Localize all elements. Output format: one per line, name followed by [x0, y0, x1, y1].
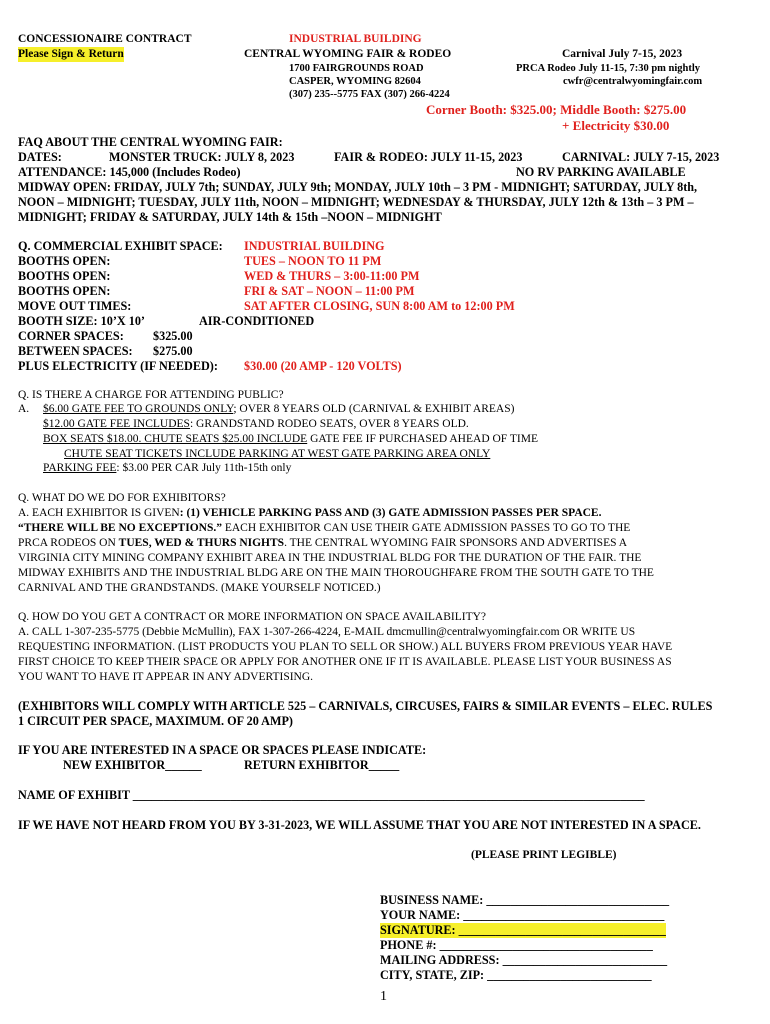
carnival-dates: Carnival July 7-15, 2023: [562, 48, 683, 60]
exhibit-space-answer: INDUSTRIAL BUILDING: [244, 239, 385, 253]
parking-fee-line: [43, 461, 291, 476]
your-name-field[interactable]: YOUR NAME: _________________________________: [380, 908, 665, 922]
charge-question: Q. IS THERE A CHARGE FOR ATTENDING PUBLIC?: [18, 389, 284, 401]
fair-rodeo-date: FAIR & RODEO: JULY 11-15, 2023: [334, 150, 523, 164]
exhibitors-question: Q. WHAT DO WE DO FOR EXHIBITORS?: [18, 492, 226, 504]
dates-label: DATES:: [18, 150, 62, 164]
phone-field[interactable]: PHONE #: ___________________________________: [380, 938, 653, 952]
exhibitors-answer-1: [18, 506, 601, 521]
midway-line-2: NOON – MIDNIGHT; TUESDAY, JULY 11th, NOON – MIDNIGHT; WEDNESDAY & THURSDAY, JULY 12th & 13th – 3 PM –: [18, 195, 694, 209]
electricity-price: + Electricity $30.00: [562, 118, 670, 133]
exhibitors-answer-3-start: PRCA RODEOS ON: [18, 537, 119, 549]
contact-email: cwfr@centralwyomingfair.com: [563, 76, 703, 87]
signature-field[interactable]: SIGNATURE: __________________________________: [380, 923, 666, 937]
deadline-notice: IF WE HAVE NOT HEARD FROM YOU BY 3-31-2023, WE WILL ASSUME THAT YOU ARE NOT INTERESTED IN A SPACE.: [18, 818, 701, 832]
contract-answer-3: FIRST CHOICE TO KEEP THEIR SPACE OR APPLY FOR ANOTHER ONE IF IT IS AVAILABLE. PLEASE LIST YOUR BUSINESS AS: [18, 656, 672, 668]
address-line-2: CASPER, WYOMING 82604: [289, 76, 421, 87]
between-spaces-price: $275.00: [153, 344, 193, 358]
page-number: 1: [380, 989, 387, 1004]
passes-given: : (1) VEHICLE PARKING PASS AND (3) GATE ADMISSION PASSES PER SPACE.: [179, 507, 602, 519]
no-rv-parking: NO RV PARKING AVAILABLE: [516, 165, 686, 179]
move-out-label: MOVE OUT TIMES:: [18, 299, 132, 313]
parking-fee-rest: : $3.00 PER CAR July 11th-15th only: [116, 462, 292, 474]
charge-answer-prefix: A.: [18, 403, 30, 415]
air-conditioned: AIR-CONDITIONED: [199, 314, 315, 328]
org-name: CENTRAL WYOMING FAIR & RODEO: [244, 48, 452, 60]
new-exhibitor-field[interactable]: NEW EXHIBITOR______: [63, 758, 202, 772]
booth-hours-label: BOOTHS OPEN:: [18, 269, 111, 283]
exhibitors-answer-6: CARNIVAL AND THE GRANDSTANDS. (MAKE YOURSELF NOTICED.): [18, 582, 381, 594]
gate-fee-underlined: $6.00 GATE FEE TO GROUNDS ONLY: [43, 403, 234, 415]
booth-size: BOOTH SIZE: 10’X 10’: [18, 314, 145, 328]
electricity-value: $30.00 (20 AMP - 120 VOLTS): [244, 359, 402, 373]
exhibitors-answer-3: [18, 536, 627, 551]
attendance: ATTENDANCE: 145,000 (Includes Rodeo): [18, 165, 241, 179]
no-exceptions: “THERE WILL BE NO EXCEPTIONS.”: [18, 522, 222, 534]
booth-prices: Corner Booth: $325.00; Middle Booth: $275.00: [426, 102, 687, 117]
interest-prompt: IF YOU ARE INTERESTED IN A SPACE OR SPACES PLEASE INDICATE:: [18, 743, 427, 757]
faq-title: FAQ ABOUT THE CENTRAL WYOMING FAIR:: [18, 135, 283, 149]
booth-hours-label: BOOTHS OPEN:: [18, 254, 111, 268]
contract-title: CONCESSIONAIRE CONTRACT: [18, 33, 192, 45]
midway-line-3: MIDNIGHT; FRIDAY & SATURDAY, JULY 14th & 15th –NOON – MIDNIGHT: [18, 210, 442, 224]
contract-answer-1: A. CALL 1-307-235-5775 (Debbie McMullin), FAX 1-307-266-4224, E-MAIL dmcmullin@centralwyomingfair.com OR WRITE US: [18, 626, 636, 638]
booth-hours-value: FRI & SAT – NOON – 11:00 PM: [244, 284, 415, 298]
box-seats-rest: GATE FEE IF PURCHASED AHEAD OF TIME: [307, 433, 538, 445]
business-name-field[interactable]: BUSINESS NAME: ______________________________: [380, 893, 670, 907]
rodeo-nights: TUES, WED & THURS NIGHTS: [118, 537, 285, 549]
grandstand-fee-line: [43, 417, 469, 432]
between-spaces-label: BETWEEN SPACES:: [18, 344, 133, 358]
booth-hours-value: WED & THURS – 3:00-11:00 PM: [244, 269, 420, 283]
carnival-date: CARNIVAL: JULY 7-15, 2023: [562, 150, 720, 164]
mailing-address-field[interactable]: MAILING ADDRESS: ___________________________: [380, 953, 668, 967]
exhibitors-answer-2-rest: EACH EXHIBITOR CAN USE THEIR GATE ADMISSION PASSES TO GO TO THE: [221, 522, 631, 534]
name-of-exhibit-field[interactable]: NAME OF EXHIBIT ____________________________________________________________________________________: [18, 788, 645, 802]
exhibitors-answer-start: A. EACH EXHIBITOR IS GIVEN: [18, 507, 180, 519]
booth-hours-label: BOOTHS OPEN:: [18, 284, 111, 298]
prca-rodeo-dates: PRCA Rodeo July 11-15, 7:30 pm nightly: [516, 63, 701, 74]
return-exhibitor-field[interactable]: RETURN EXHIBITOR_____: [244, 758, 400, 772]
contract-answer-2: REQUESTING INFORMATION. (LIST PRODUCTS YOU PLAN TO SELL OR SHOW.) ALL BUYERS FROM PREVIOUS YEAR HAVE: [18, 641, 673, 653]
box-seats-underlined: BOX SEATS $18.00. CHUTE SEATS $25.00 INCLUDE: [43, 433, 308, 445]
monster-truck-date: MONSTER TRUCK: JULY 8, 2023: [109, 150, 295, 164]
gate-fee-rest: ; OVER 8 YEARS OLD (CARNIVAL & EXHIBIT AREAS): [233, 403, 515, 415]
grandstand-fee-underlined: $12.00 GATE FEE INCLUDES: [43, 418, 190, 430]
building-heading: INDUSTRIAL BUILDING: [289, 33, 422, 45]
phone-fax-line: (307) 235--5775 FAX (307) 266-4224: [289, 89, 450, 100]
contract-question: Q. HOW DO YOU GET A CONTRACT OR MORE INFORMATION ON SPACE AVAILABILITY?: [18, 611, 487, 623]
booth-hours-value: TUES – NOON TO 11 PM: [244, 254, 382, 268]
exhibit-space-question: Q. COMMERCIAL EXHIBIT SPACE:: [18, 239, 223, 253]
gate-fee-line: [43, 402, 514, 417]
box-seats-line: [43, 432, 538, 447]
corner-spaces-price: $325.00: [153, 329, 193, 343]
grandstand-fee-rest: : GRANDSTAND RODEO SEATS, OVER 8 YEARS OLD.: [189, 418, 469, 430]
exhibitors-answer-3-rest: . THE CENTRAL WYOMING FAIR SPONSORS AND ADVERTISES A: [284, 537, 628, 549]
city-state-zip-field[interactable]: CITY, STATE, ZIP: ___________________________: [380, 968, 652, 982]
contract-answer-4: YOU WANT TO HAVE IT APPEAR IN ANY ADVERTISING.: [18, 671, 314, 683]
print-legible-note: (PLEASE PRINT LEGIBLE): [471, 849, 617, 861]
chute-parking-line: [64, 447, 490, 462]
electricity-label: PLUS ELECTRICITY (IF NEEDED):: [18, 359, 218, 373]
sign-return-note: Please Sign & Return: [18, 48, 124, 60]
move-out-value: SAT AFTER CLOSING, SUN 8:00 AM to 12:00 PM: [244, 299, 515, 313]
exhibitors-answer-2: [18, 521, 630, 536]
article-525-line-1: (EXHIBITORS WILL COMPLY WITH ARTICLE 525 – CARNIVALS, CIRCUSES, FAIRS & SIMILAR EVENTS – ELEC. RULES: [18, 699, 713, 713]
article-525-line-2: 1 CIRCUIT PER SPACE, MAXIMUM. OF 20 AMP): [18, 714, 293, 728]
midway-line-1: MIDWAY OPEN: FRIDAY, JULY 7th; SUNDAY, JULY 9th; MONDAY, JULY 10th – 3 PM - MIDNIGHT; SATURDAY, JULY 8th,: [18, 180, 698, 194]
parking-fee-underlined: PARKING FEE: [43, 462, 117, 474]
exhibitors-answer-5: MIDWAY EXHIBITS AND THE INDUSTRIAL BLDG ARE ON THE MAIN THOROUGHFARE FROM THE SOUTH GATE TO THE: [18, 567, 654, 579]
address-line-1: 1700 FAIRGROUNDS ROAD: [289, 63, 424, 74]
chute-parking-underlined: CHUTE SEAT TICKETS INCLUDE PARKING AT WEST GATE PARKING AREA ONLY: [64, 448, 491, 460]
corner-spaces-label: CORNER SPACES:: [18, 329, 124, 343]
exhibitors-answer-4: VIRGINIA CITY MINING COMPANY EXHIBIT AREA IN THE INDUSTRIAL BLDG FOR THE DURATION OF THE FAIR. THE: [18, 552, 642, 564]
